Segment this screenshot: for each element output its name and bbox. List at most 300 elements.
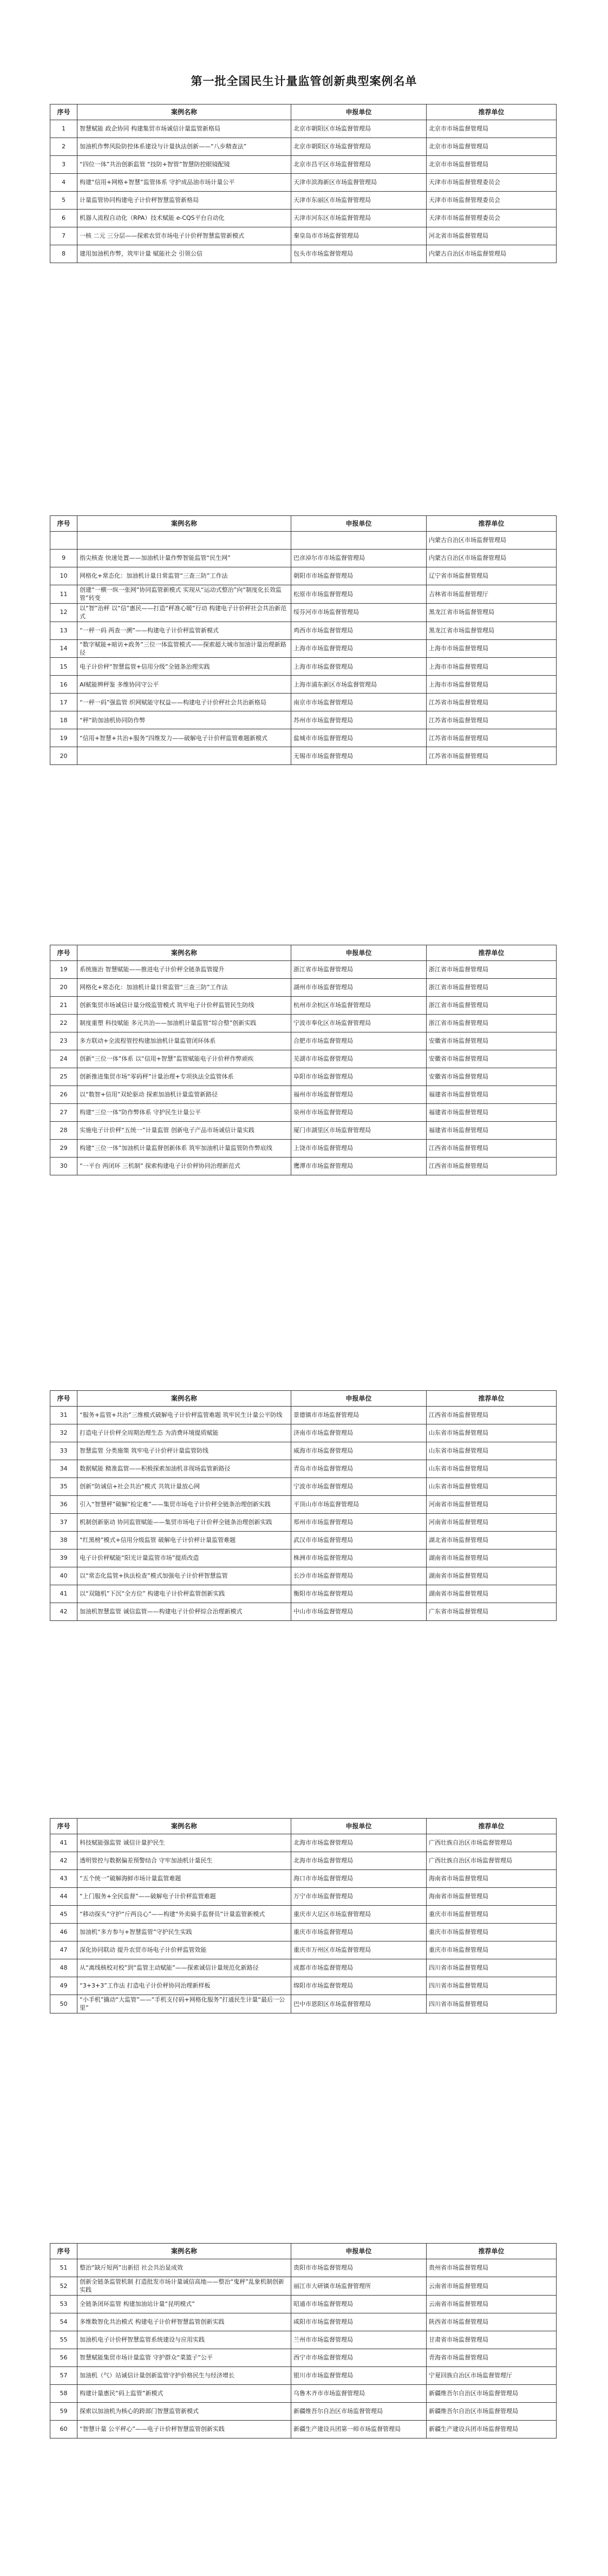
case-table-page-4 (50, 1390, 557, 1621)
cell-recommender: 湖南省市场监督管理局 (427, 1585, 557, 1603)
cell-recommender: 云南省市场监督管理局 (427, 2295, 557, 2313)
cell-case-name: “红黑榜”模式+信用分级监管 破解电子计价秤计量监管难题 (77, 1532, 291, 1549)
cell-index: 47 (50, 1941, 77, 1959)
cell-applicant: 湖州市市场监督管理局 (291, 979, 427, 997)
cell-applicant: 株洲市市场监督管理局 (291, 1549, 427, 1567)
table-header-row (50, 945, 557, 961)
cell-applicant: 平顶山市市场监督管理局 (291, 1496, 427, 1514)
cell-index: 23 (50, 1032, 77, 1050)
cell-index: 52 (50, 2277, 77, 2296)
cell-index: 12 (50, 603, 77, 622)
cell-applicant: 上海市市场监督管理局 (291, 639, 427, 658)
header-applicant: 申报单位 (291, 1819, 427, 1834)
cell-recommender: 北京市市场监督管理局 (427, 156, 557, 174)
cell-applicant: 新疆维吾尔自治区市场监督管理局 (291, 2402, 427, 2420)
cell-applicant: 天津市东丽区市场监督管理局 (291, 192, 427, 210)
header-case-name: 案例名称 (77, 945, 291, 961)
table-row (50, 1603, 557, 1621)
table-row (50, 567, 557, 585)
cell-index: 37 (50, 1514, 77, 1532)
cell-case-name: 创新集贸市场诚信计量分级监管模式 筑牢电子计价秤监管民生防线 (77, 997, 291, 1015)
cell-case-name: “四位一体”共治创新监管 “技防+智管”智慧防控眼镜配镜 (77, 156, 291, 174)
header-case-name: 案例名称 (77, 104, 291, 120)
cell-index: 11 (50, 585, 77, 604)
cell-case-name: 科技赋能强监管 诚信计量护民生 (77, 1834, 291, 1852)
cell-applicant: 兰州市市场监督管理局 (291, 2331, 427, 2349)
cell-index: 18 (50, 711, 77, 729)
cell-case-name: 建用加油机作弊，筑牢计量 赋能社会 引领公信 (77, 245, 291, 263)
cell-index: 29 (50, 1140, 77, 1158)
cell-case-name: 以“双随机”下沉“全方位” 构建电子计价秤监管创新实践 (77, 1585, 291, 1603)
cell-applicant: 朝阳市市场监督管理局 (291, 567, 427, 585)
cell-case-name: 智慧赋能集贸市场计量监管 守护群众“菜篮子”公平 (77, 2349, 291, 2366)
table-row (50, 1122, 557, 1140)
cell-applicant: 盐城市市场监督管理局 (291, 729, 427, 747)
cell-case-name: 创新全链条监管机制 打造批发市场计量诚信高地——整治“鬼秤”乱象机制创新实践 (77, 2277, 291, 2296)
cell-case-name: “移动探头”守护“斤两良心”——构建“外卖骑手监督员”计量监管新模式 (77, 1906, 291, 1924)
cell-index: 22 (50, 1015, 77, 1032)
cell-applicant: 芜湖市市场监督管理局 (291, 1050, 427, 1068)
table-row (50, 711, 557, 729)
cell-recommender: 广东省市场监督管理局 (427, 1603, 557, 1621)
cell-applicant: 厦门市湖里区市场监督管理局 (291, 1122, 427, 1140)
cell-recommender: 新疆生产建设兵团市场监督管理局 (427, 2420, 557, 2438)
cell-case-name: 计量监管协同构建电子计价秤智慧监管新格局 (77, 192, 291, 210)
cell-index: 20 (50, 979, 77, 997)
table-row (50, 120, 557, 138)
cell-recommender: 内蒙古自治区市场监督管理局 (427, 532, 557, 550)
table-row (50, 1407, 557, 1424)
cell-recommender: 内蒙古自治区市场监督管理局 (427, 550, 557, 567)
header-recommender: 推荐单位 (427, 2244, 557, 2259)
cell-recommender: 浙江省市场监督管理局 (427, 1015, 557, 1032)
cell-index: 9 (50, 550, 77, 567)
table-row (50, 2331, 557, 2349)
cell-index (50, 532, 77, 550)
cell-case-name: 一核 二元 三分层——探索农贸市场电子计价秤智慧监管新模式 (77, 227, 291, 245)
cell-case-name: 智慧监管 分类施策 筑牢电子计价秤计量监管防线 (77, 1442, 291, 1460)
cell-recommender: 内蒙古自治区市场监督管理局 (427, 245, 557, 263)
cell-case-name: 构建“三位一体”防作弊体系 守护民生计量公平 (77, 1104, 291, 1122)
table-row (50, 694, 557, 711)
table-row (50, 227, 557, 245)
table-row (50, 1852, 557, 1870)
cell-case-name: “小手机”撬动“大监管”——“手机支付码+网格化服务”打通民生计量“最后一公里” (77, 1995, 291, 2013)
header-applicant: 申报单位 (291, 516, 427, 532)
table-row (50, 1870, 557, 1888)
cell-index: 16 (50, 676, 77, 694)
cell-index: 44 (50, 1888, 77, 1906)
cell-case-name: 整治“缺斤短两”出新招 社会共治显成效 (77, 2259, 291, 2277)
table-header-row (50, 1819, 557, 1834)
cell-applicant (291, 532, 427, 550)
case-table-page-1 (50, 104, 557, 263)
table-row (50, 979, 557, 997)
cell-case-name: 加油机“多方参与+智慧监管”守护民生实践 (77, 1924, 291, 1941)
cell-applicant: 银川市市场监督管理局 (291, 2366, 427, 2384)
cell-applicant: 济南市市场监督管理局 (291, 1424, 427, 1442)
case-table-page-5 (50, 1818, 557, 2013)
cell-index: 55 (50, 2331, 77, 2349)
cell-recommender: 江苏省市场监督管理局 (427, 711, 557, 729)
cell-case-name: 加油机（气）站诚信计量创新监管守护价格民生与经济增长 (77, 2366, 291, 2384)
cell-index: 15 (50, 658, 77, 676)
cell-applicant: 包头市市场监督管理局 (291, 245, 427, 263)
table-row (50, 1532, 557, 1549)
cell-recommender: 重庆市市场监督管理局 (427, 1924, 557, 1941)
cell-applicant: 天津市滨海新区市场监督管理局 (291, 174, 427, 192)
table-row (50, 585, 557, 604)
cell-case-name: 构建“信用+网格+智慧”监管体系 守护成品油市场计量公平 (77, 174, 291, 192)
cell-applicant: 重庆市市场监督管理局 (291, 1924, 427, 1941)
cell-recommender: 浙江省市场监督管理局 (427, 997, 557, 1015)
table-header-row (50, 1391, 557, 1407)
cell-index: 48 (50, 1959, 77, 1977)
cell-recommender: 湖南省市场监督管理局 (427, 1567, 557, 1585)
cell-index: 39 (50, 1549, 77, 1567)
cell-applicant: 西宁市市场监督管理局 (291, 2349, 427, 2366)
table-row (50, 1924, 557, 1941)
cell-applicant: 北京市朝阳区市场监督管理局 (291, 138, 427, 156)
header-index: 序号 (50, 104, 77, 120)
table-row (50, 532, 557, 550)
cell-index: 53 (50, 2295, 77, 2313)
cell-case-name: 打造电子计价秤全周期治理生态 为消费环境提质赋能 (77, 1424, 291, 1442)
cell-recommender: 四川省市场监督管理局 (427, 1995, 557, 2013)
cell-case-name: 创新推进集贸市场“零码秤”计量治理+专项执法全监管体系 (77, 1068, 291, 1086)
cell-index: 30 (50, 1158, 77, 1175)
cell-recommender: 新疆维吾尔自治区市场监督管理局 (427, 2384, 557, 2402)
table-row (50, 156, 557, 174)
table-row (50, 603, 557, 622)
cell-index: 19 (50, 729, 77, 747)
cell-recommender: 重庆市市场监督管理局 (427, 1941, 557, 1959)
cell-index: 57 (50, 2366, 77, 2384)
header-case-name: 案例名称 (77, 1819, 291, 1834)
cell-recommender: 天津市市场监督管理委员会 (427, 210, 557, 227)
cell-case-name: 实施电子计价秤“五统一”计量监管 创新电子产品市场诚信计量实践 (77, 1122, 291, 1140)
cell-case-name: “上门服务+全民监督”——破解电子计价秤监管难题 (77, 1888, 291, 1906)
table-row (50, 1140, 557, 1158)
cell-case-name: 引入“智慧秤”破解“检定难”——集贸市场电子计价秤全链条治理创新实践 (77, 1496, 291, 1514)
cell-recommender: 浙江省市场监督管理局 (427, 961, 557, 979)
cell-recommender: 福建省市场监督管理局 (427, 1104, 557, 1122)
cell-index: 59 (50, 2402, 77, 2420)
cell-applicant: 鸡西市市场监督管理局 (291, 622, 427, 639)
table-row (50, 1496, 557, 1514)
cell-index: 6 (50, 210, 77, 227)
cell-index: 10 (50, 567, 77, 585)
cell-case-name: 数据赋能 精准监管——积极探索加油机非现场监管新路径 (77, 1460, 291, 1478)
cell-applicant: 合肥市市场监督管理局 (291, 1032, 427, 1050)
cell-case-name: “服务+监管+共治”三维模式破解电子计价秤监管难题 筑牢民生计量公平防线 (77, 1407, 291, 1424)
cell-index: 49 (50, 1977, 77, 1995)
cell-recommender: 福建省市场监督管理局 (427, 1086, 557, 1104)
cell-index: 60 (50, 2420, 77, 2438)
cell-case-name: 以“数智+信用”双轮驱动 探索加油机计量监管新路径 (77, 1086, 291, 1104)
table-row (50, 1086, 557, 1104)
cell-applicant: 绥芬河市市场监督管理局 (291, 603, 427, 622)
cell-applicant: 北海市市场监督管理局 (291, 1852, 427, 1870)
cell-applicant: 杭州市余杭区市场监督管理局 (291, 997, 427, 1015)
cell-case-name: 制度重塑 科技赋能 多元共治——加油机计量监管“综合整”创新实践 (77, 1015, 291, 1032)
cell-index: 19 (50, 961, 77, 979)
cell-recommender: 青海省市场监督管理局 (427, 2349, 557, 2366)
cell-applicant: 威海市市场监督管理局 (291, 1442, 427, 1460)
cell-index: 40 (50, 1567, 77, 1585)
cell-recommender: 吉林省市场监督管理厅 (427, 585, 557, 604)
cell-applicant: 新疆生产建设兵团第一师市场监督管理局 (291, 2420, 427, 2438)
cell-recommender: 甘肃省市场监督管理局 (427, 2331, 557, 2349)
cell-recommender: 北京市市场监督管理局 (427, 120, 557, 138)
cell-index: 41 (50, 1834, 77, 1852)
cell-index: 20 (50, 747, 77, 765)
cell-applicant: 鹰潭市市场监督管理局 (291, 1158, 427, 1175)
cell-index: 8 (50, 245, 77, 263)
cell-applicant: 宁波市市场监督管理局 (291, 1478, 427, 1496)
cell-applicant: 乌鲁木齐市市场监督管理局 (291, 2384, 427, 2402)
cell-applicant: 武汉市市场监督管理局 (291, 1532, 427, 1549)
case-table-page-6 (50, 2243, 557, 2438)
cell-applicant: 中山市市场监督管理局 (291, 1603, 427, 1621)
table-header-row (50, 104, 557, 120)
header-recommender: 推荐单位 (427, 945, 557, 961)
cell-recommender: 上海市市场监督管理局 (427, 639, 557, 658)
table-header-row (50, 516, 557, 532)
cell-recommender: 海南省市场监督管理局 (427, 1870, 557, 1888)
cell-applicant: 南京市市场监督管理局 (291, 694, 427, 711)
table-row (50, 1959, 557, 1977)
table-row (50, 1995, 557, 2013)
cell-index: 31 (50, 1407, 77, 1424)
cell-case-name: 系统施治 智慧赋能——推进电子计价秤全链条监管提升 (77, 961, 291, 979)
table-row (50, 1549, 557, 1567)
table-row (50, 210, 557, 227)
cell-applicant: 天津市河东区市场监督管理局 (291, 210, 427, 227)
cell-index: 1 (50, 120, 77, 138)
table-row (50, 2402, 557, 2420)
cell-case-name: 多维数智化共治模式 构建电子计价秤智慧监管创新实践 (77, 2313, 291, 2331)
table-row (50, 245, 557, 263)
cell-recommender: 黑龙江省市场监督管理局 (427, 603, 557, 622)
table-row (50, 550, 557, 567)
header-index: 序号 (50, 1391, 77, 1407)
cell-applicant: 秦皇岛市市场监督管理局 (291, 227, 427, 245)
cell-index: 24 (50, 1050, 77, 1068)
cell-applicant: 成都市市场监督管理局 (291, 1959, 427, 1977)
cell-applicant: 重庆市万州区市场监督管理局 (291, 1941, 427, 1959)
cell-applicant: 衡阳市市场监督管理局 (291, 1585, 427, 1603)
cell-case-name: 创新“三位一体”体系 以“信用+智慧”监管赋能电子计价秤作弊顽疾 (77, 1050, 291, 1068)
table-row (50, 1068, 557, 1086)
table-row (50, 2420, 557, 2438)
cell-index: 42 (50, 1852, 77, 1870)
cell-recommender: 四川省市场监督管理局 (427, 1959, 557, 1977)
table-row (50, 658, 557, 676)
table-row (50, 2349, 557, 2366)
cell-index: 45 (50, 1906, 77, 1924)
cell-case-name: 机制创新驱动 协同监管赋能——集贸市场电子计价秤全链条治理创新实践 (77, 1514, 291, 1532)
table-row (50, 1585, 557, 1603)
cell-case-name: “秤”助加油机协同防作弊 (77, 711, 291, 729)
cell-applicant: 北京市朝阳区市场监督管理局 (291, 120, 427, 138)
cell-recommender: 重庆市市场监督管理局 (427, 1906, 557, 1924)
cell-case-name: 加油机电子计价秤智慧监管系统建设与应用实践 (77, 2331, 291, 2349)
cell-applicant: 丽江市大研镇市场监督管理所 (291, 2277, 427, 2296)
cell-recommender: 海南省市场监督管理局 (427, 1888, 557, 1906)
cell-case-name: “数字赋能+暗访+政务”三位一体监管模式——探索超大城市加油计量治理新路径 (77, 639, 291, 658)
cell-applicant: 绵阳市市场监督管理局 (291, 1977, 427, 1995)
cell-case-name: 全链条闭环监管 构建加油站计量“昆明模式” (77, 2295, 291, 2313)
cell-case-name: “3+3+3”工作法 打造电子计价秤协同治理新样板 (77, 1977, 291, 1995)
table-row (50, 2384, 557, 2402)
cell-case-name: 网格化+常态化：加油机计量日常监管“三查三防”工作法 (77, 567, 291, 585)
header-index: 序号 (50, 1819, 77, 1834)
cell-case-name: 构建“三位一体”加油机计量监督创新体系 筑牢加油机计量监管防作弊底线 (77, 1140, 291, 1158)
cell-applicant: 上饶市市场监督管理局 (291, 1140, 427, 1158)
cell-recommender: 江苏省市场监督管理局 (427, 694, 557, 711)
header-recommender: 推荐单位 (427, 1391, 557, 1407)
cell-case-name: “一平台 两闭环 三机制” 探索构建电子计价秤协同治理新范式 (77, 1158, 291, 1175)
cell-case-name: “五个统一”破解海鲜市场计量监管难题 (77, 1870, 291, 1888)
table-row (50, 174, 557, 192)
cell-case-name: 深化协同联动 提升农贸市场电子计价秤监管效能 (77, 1941, 291, 1959)
cell-applicant: 北京市昌平区市场监督管理局 (291, 156, 427, 174)
table-row (50, 2295, 557, 2313)
header-recommender: 推荐单位 (427, 516, 557, 532)
cell-index: 34 (50, 1460, 77, 1478)
cell-case-name: 以“常态化监管+执法检查”模式加强电子计价秤智慧监管 (77, 1567, 291, 1585)
cell-index: 32 (50, 1424, 77, 1442)
cell-recommender: 天津市市场监督管理委员会 (427, 192, 557, 210)
cell-case-name: 创建“一横一纵一张网”协同监管新模式 实现从“运动式整治”向“制度化长效监管”转变 (77, 585, 291, 604)
cell-index: 54 (50, 2313, 77, 2331)
cell-recommender: 四川省市场监督管理局 (427, 1977, 557, 1995)
cell-applicant: 上海市浦东新区市场监督管理局 (291, 676, 427, 694)
case-table-page-3 (50, 945, 557, 1175)
cell-recommender: 浙江省市场监督管理局 (427, 979, 557, 997)
header-applicant: 申报单位 (291, 945, 427, 961)
table-row (50, 2313, 557, 2331)
cell-applicant: 长沙市市场监督管理局 (291, 1567, 427, 1585)
cell-index: 5 (50, 192, 77, 210)
cell-index: 36 (50, 1496, 77, 1514)
cell-index: 33 (50, 1442, 77, 1460)
cell-index: 46 (50, 1924, 77, 1941)
table-header-row (50, 2244, 557, 2259)
table-row (50, 639, 557, 658)
cell-recommender: 江西省市场监督管理局 (427, 1407, 557, 1424)
cell-recommender: 山东省市场监督管理局 (427, 1442, 557, 1460)
cell-recommender: 上海市市场监督管理局 (427, 676, 557, 694)
cell-recommender: 广西壮族自治区市场监督管理局 (427, 1834, 557, 1852)
page-title: 第一批全国民生计量监管创新典型案例名单 (191, 74, 417, 88)
table-row (50, 622, 557, 639)
cell-recommender: 云南省市场监督管理局 (427, 2277, 557, 2296)
table-row (50, 747, 557, 765)
cell-case-name: 以“智”治秤 以“信”惠民——打造“秤准心暖”行动 构建电子计价秤社会共治新范式 (77, 603, 291, 622)
cell-index: 35 (50, 1478, 77, 1496)
cell-recommender: 陕西省市场监督管理局 (427, 2313, 557, 2331)
header-recommender: 推荐单位 (427, 104, 557, 120)
table-row (50, 1015, 557, 1032)
table-row (50, 2366, 557, 2384)
table-row (50, 1032, 557, 1050)
cell-applicant: 松原市市场监督管理局 (291, 585, 427, 604)
cell-recommender: 江西省市场监督管理局 (427, 1158, 557, 1175)
cell-case-name: 多方联动+全流程管控构建加油机计量监管闭环体系 (77, 1032, 291, 1050)
cell-case-name: 网格化+常态化：加油机计量日常监管“三查三防”工作法 (77, 979, 291, 997)
cell-applicant: 巴中市恩阳区市场监督管理局 (291, 1995, 427, 2013)
table-row (50, 1478, 557, 1496)
header-applicant: 申报单位 (291, 2244, 427, 2259)
cell-recommender: 山东省市场监督管理局 (427, 1460, 557, 1478)
cell-recommender: 安徽省市场监督管理局 (427, 1032, 557, 1050)
table-row (50, 1104, 557, 1122)
cell-case-name: 电子计价秤赋能“阳光计量监管市场”提质改造 (77, 1549, 291, 1567)
table-row (50, 1941, 557, 1959)
cell-applicant: 福州市市场监督管理局 (291, 1086, 427, 1104)
table-row (50, 1567, 557, 1585)
header-index: 序号 (50, 945, 77, 961)
cell-applicant: 青岛市市场监督管理局 (291, 1460, 427, 1478)
table-row (50, 1442, 557, 1460)
table-row (50, 1834, 557, 1852)
cell-applicant: 景德镇市市场监督管理局 (291, 1407, 427, 1424)
cell-case-name: 透明管控与数据偏差预警结合 守牢加油机计量民生 (77, 1852, 291, 1870)
cell-index: 28 (50, 1122, 77, 1140)
cell-recommender: 安徽省市场监督管理局 (427, 1068, 557, 1086)
cell-index: 56 (50, 2349, 77, 2366)
cell-index: 17 (50, 694, 77, 711)
cell-case-name: 加油机作弊风险防控体系建设与计量执法创新——“八步精查法” (77, 138, 291, 156)
cell-recommender: 辽宁省市场监督管理局 (427, 567, 557, 585)
cell-index: 42 (50, 1603, 77, 1621)
cell-recommender: 北京市市场监督管理局 (427, 138, 557, 156)
cell-recommender: 安徽省市场监督管理局 (427, 1050, 557, 1068)
table-row (50, 2277, 557, 2296)
cell-index: 43 (50, 1870, 77, 1888)
cell-recommender: 山东省市场监督管理局 (427, 1424, 557, 1442)
header-index: 序号 (50, 2244, 77, 2259)
cell-recommender: 江西省市场监督管理局 (427, 1140, 557, 1158)
header-index: 序号 (50, 516, 77, 532)
cell-index: 27 (50, 1104, 77, 1122)
cell-index: 38 (50, 1532, 77, 1549)
cell-applicant: 重庆市大足区市场监督管理局 (291, 1906, 427, 1924)
cell-case-name: AI赋能辨秤鉴 多维协同守公平 (77, 676, 291, 694)
cell-index: 2 (50, 138, 77, 156)
cell-case-name (77, 532, 291, 550)
header-applicant: 申报单位 (291, 104, 427, 120)
header-case-name: 案例名称 (77, 2244, 291, 2259)
cell-case-name: 电子计价秤“智慧监管+信用分级”全链条治理实践 (77, 658, 291, 676)
table-row (50, 1460, 557, 1478)
table-row (50, 138, 557, 156)
cell-applicant: 泉州市市场监督管理局 (291, 1104, 427, 1122)
cell-recommender: 上海市市场监督管理局 (427, 658, 557, 676)
cell-applicant: 咸阳市市场监督管理局 (291, 2313, 427, 2331)
table-row (50, 2259, 557, 2277)
cell-index: 4 (50, 174, 77, 192)
header-case-name: 案例名称 (77, 1391, 291, 1407)
cell-applicant: 上海市市场监督管理局 (291, 658, 427, 676)
cell-case-name: 加油机智慧监管 诚信监管——构建电子计价秤综合治理新模式 (77, 1603, 291, 1621)
cell-recommender: 河南省市场监督管理局 (427, 1514, 557, 1532)
cell-recommender: 河南省市场监督管理局 (427, 1496, 557, 1514)
cell-applicant: 无锡市市场监督管理局 (291, 747, 427, 765)
cell-case-name: 机器人流程自动化（RPA）技术赋能 e-CQS平台自动化 (77, 210, 291, 227)
